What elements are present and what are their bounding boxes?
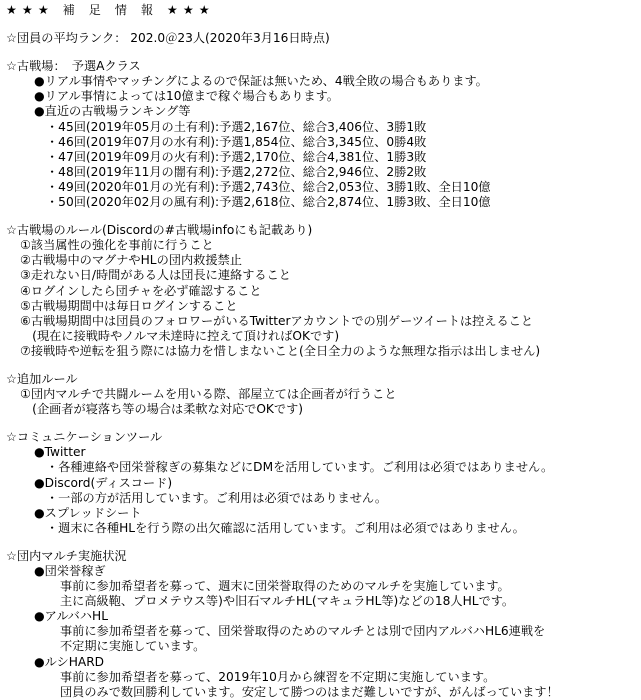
koseniba-heading: ☆古戦場 — [6, 59, 54, 74]
tool-name-discord: ●Discord(ディスコード) — [34, 475, 173, 490]
tool-name-twitter: ●Twitter — [34, 445, 86, 460]
multi-heading: ☆団内マルチ実施状況 — [6, 548, 127, 563]
additional-rules-heading: ☆追加ルール — [6, 371, 78, 386]
communication-heading: ☆コミュニケーションツール — [6, 430, 163, 445]
multi-block-line: 不定期に実施しています。 — [60, 639, 206, 654]
tool-desc-discord: ・一部の方が活用しています。ご利用は必須ではありません。 — [46, 490, 388, 505]
tool-name-spreadsheet: ●スプレッドシート — [34, 505, 142, 520]
multi-block-name: ●ルシHARD — [34, 654, 105, 669]
multi-block-line: 団員のみで数回勝利しています。安定して勝つのはまだ難しいですが、がんばっています！ — [60, 684, 559, 699]
rule-item: ⑤古戦場期間中は毎日ログインすること — [20, 298, 238, 313]
spacer — [6, 18, 636, 31]
rule-item: ⑦接戦時や逆転を狙う際には協力を惜しまないこと(全日全力のような無理な指示は出しません) — [20, 343, 541, 358]
rule-item: ④ログインしたら団チャを必ず確認すること — [20, 283, 262, 298]
rule-item-note: (現在に接戦時やノルマ未達時に控えて頂ければOKです) — [20, 328, 340, 343]
ranking-row: ・48回(2019年11月の闇有利):予選2,272位、総合2,946位、2勝2敗 — [46, 164, 427, 179]
spacer — [6, 417, 636, 430]
rule-item: ①該当属性の強化を事前に行うこと — [20, 238, 214, 253]
spacer — [6, 210, 636, 223]
koseniba-section-header — [6, 59, 636, 74]
tool-desc-twitter: ・各種連絡や団栄誉稼ぎの募集などにDMを活用しています。ご利用は必須ではありません。 — [46, 460, 554, 475]
koseniba-note: ●リアル事情によっては10億まで稼ぐ場合もあります。 — [34, 89, 339, 104]
spacer — [6, 359, 636, 372]
avg-rank-heading: ☆団員の平均ランク — [6, 31, 115, 46]
info-document — [6, 3, 636, 700]
rule-item: ②古戦場中のマグナやHLの団内救援禁止 — [20, 253, 242, 268]
multi-block-line: 事前に参加希望者を募って、2019年10月から練習を不定期に実施しています。 — [60, 669, 496, 684]
koseniba-class: ： 予選Aクラス — [53, 59, 141, 74]
ranking-row: ・49回(2020年01月の光有利):予選2,743位、総合2,053位、3勝1敗、全日10億 — [46, 179, 491, 194]
avg-rank-value: ： 202.0＠23人(2020年3月16日時点) — [114, 31, 330, 46]
rule-item: ⑥古戦場期間中は団員のフォロワーがいるTwitterアカウントでの別ゲーツイートは控えること — [20, 313, 534, 328]
ranking-row: ・47回(2019年09月の火有利):予選2,170位、総合4,381位、1勝3敗 — [46, 149, 427, 164]
multi-block-name: ●アルバハHL — [34, 609, 108, 624]
koseniba-note: ●リアル事情やマッチングによるので保証は無いため、4戦全敗の場合もあります。 — [34, 74, 488, 89]
additional-rule-note: (企画者が寝落ち等の場合は柔軟な対応でOKです) — [20, 402, 304, 417]
multi-block-line: 事前に参加希望者を募って、週末に団栄誉取得のためのマルチを実施しています。 — [60, 579, 510, 594]
multi-block-name: ●団栄誉稼ぎ — [34, 564, 106, 578]
tool-desc-spreadsheet: ・週末に各種HLを行う際の出欠確認に活用しています。ご利用は必須ではありません。 — [46, 520, 525, 535]
ranking-row: ・46回(2019年07月の水有利):予選1,854位、総合3,345位、0勝4敗 — [46, 134, 427, 149]
multi-block-line: 事前に参加希望者を募って、団栄誉取得のためのマルチとは別で団内アルバハHL6連戦を — [60, 624, 546, 639]
multi-block-line: 主に高級鞄、プロメテウス等)や旧石マルチHL(マキュラHL等)などの18人HLです。 — [60, 594, 515, 609]
ranking-row: ・50回(2020年02月の風有利):予選2,618位、総合2,874位、1勝3敗、全日10億 — [46, 195, 491, 210]
spacer — [6, 536, 636, 549]
additional-rule-item: ①団内マルチで共闘ルームを用いる際、部屋立ては企画者が行うこと — [20, 387, 397, 402]
document-title: ★★★ 補 足 情 報 ★★★ — [6, 3, 215, 17]
rule-item: ③走れない日/時間がある人は団長に連絡すること — [20, 268, 291, 283]
koseniba-note: ●直近の古戦場ランキング等 — [34, 104, 191, 119]
spacer — [6, 46, 636, 59]
avg-rank-line — [6, 31, 636, 46]
ranking-row: ・45回(2019年05月の土有利):予選2,167位、総合3,406位、3勝1敗 — [46, 119, 427, 134]
rules-heading: ☆古戦場のルール(Discordの#古戦場infoにも記載あり) — [6, 223, 313, 238]
